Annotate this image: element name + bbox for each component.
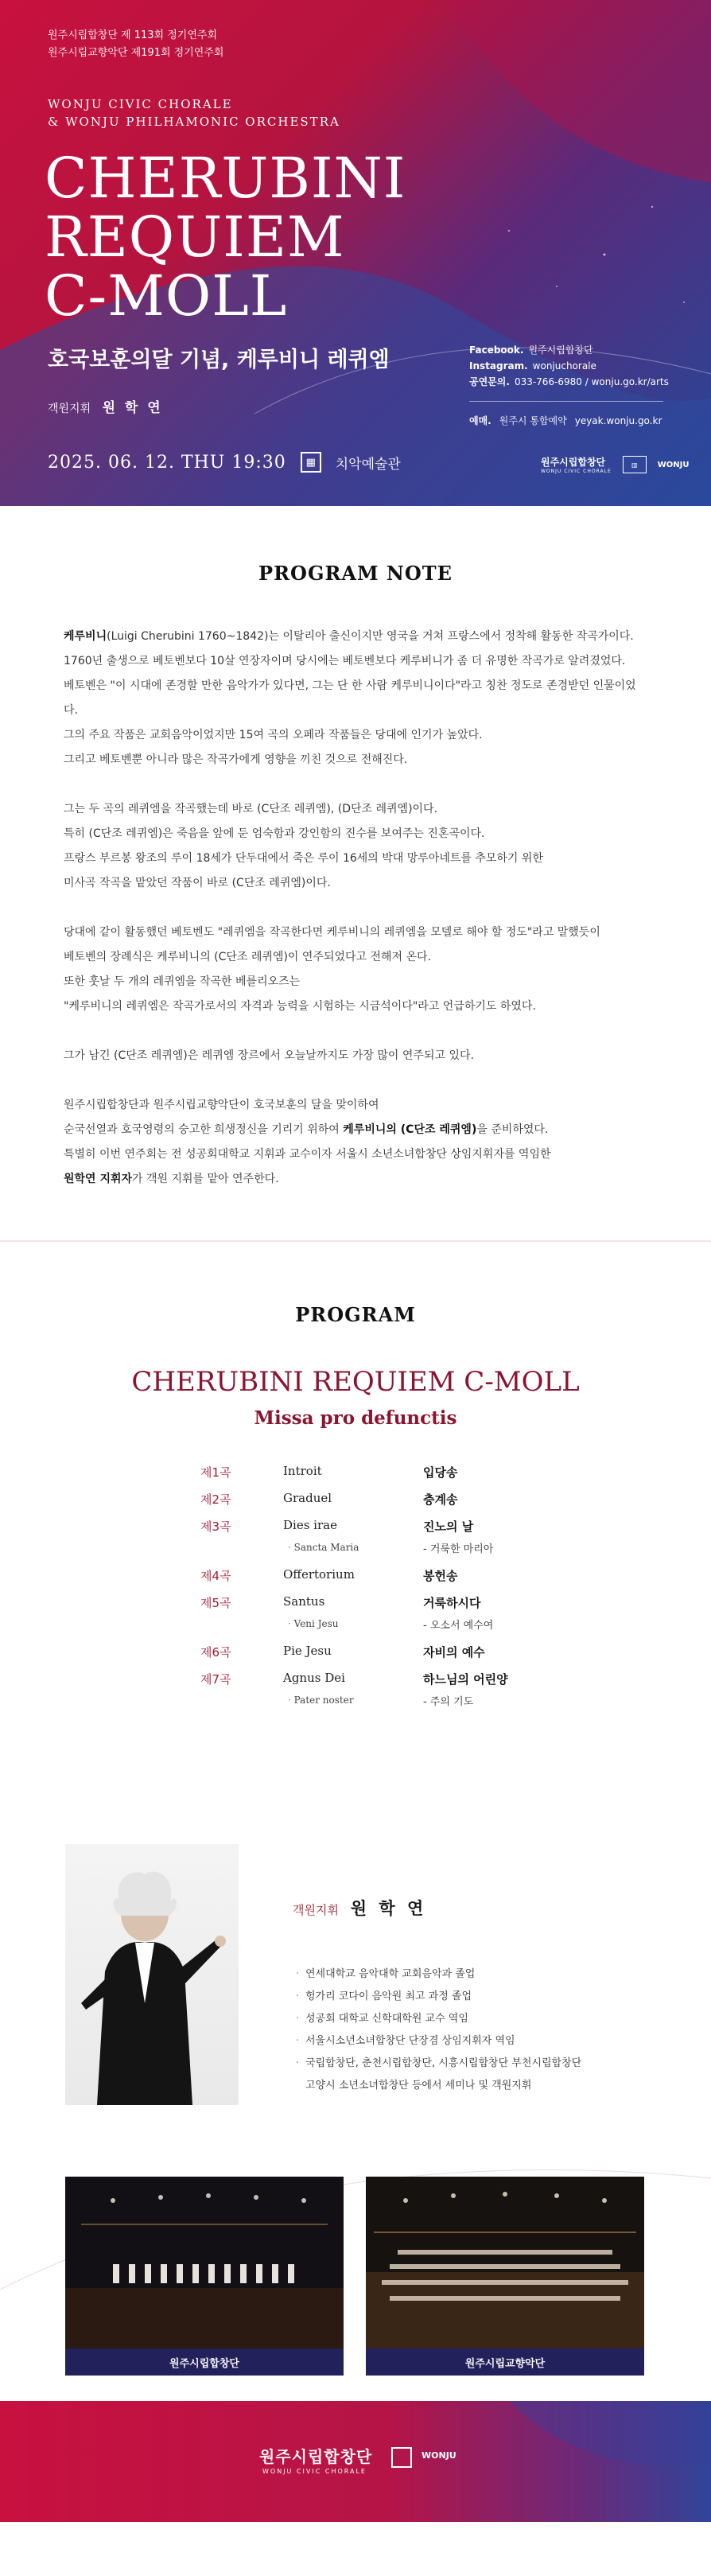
note-line: 베토벤은 "이 시대에 존경할 만한 음악가가 있다면, 그는 단 한 사람 케루비니이다"라고 칭찬 정도로 존경받던 인물이었다. bbox=[64, 679, 636, 717]
program-top-curve bbox=[0, 1239, 711, 1287]
work-subtitle: Missa pro defunctis bbox=[254, 1407, 457, 1429]
contact-text: 033-766-6980 / wonju.go.kr/arts bbox=[514, 376, 669, 387]
note-line: 1760년 출생으로 베토벤보다 10살 연장자이며 당시에는 베토벤보다 케루비니가 좀 더 유명한 작곡가로 알려졌었다. bbox=[64, 655, 626, 667]
program-title: PROGRAM bbox=[295, 1303, 416, 1326]
conductor-heading bbox=[293, 1896, 426, 1920]
note-paragraph bbox=[64, 797, 647, 896]
movement-row bbox=[0, 1491, 711, 1518]
building-icon: ▦ bbox=[301, 452, 321, 473]
date-venue-row bbox=[48, 452, 401, 473]
hero-banner bbox=[0, 0, 711, 506]
concert-series-line: 원주시립합창단 제 113회 정기연주회 bbox=[48, 29, 218, 41]
program-note-section bbox=[0, 506, 711, 1239]
instagram-link[interactable]: wonjuchorale bbox=[532, 360, 596, 372]
movement-row bbox=[0, 1644, 711, 1671]
program-note-title: PROGRAM NOTE bbox=[258, 562, 453, 585]
note-line: 그가 남긴 (C단조 레퀴엠)은 레퀴엠 장르에서 오늘날까지도 가장 많이 연주되고 있다. bbox=[64, 1049, 474, 1062]
chorale-photo bbox=[65, 2177, 344, 2376]
conductor-bio-list bbox=[296, 1963, 581, 2097]
movement-list bbox=[0, 1464, 711, 1720]
movement-latin-sub: · Pater noster bbox=[288, 1695, 354, 1706]
note-highlight: 케루비니의 (C단조 레퀴엠) bbox=[343, 1123, 477, 1136]
bio-item bbox=[296, 1986, 581, 2008]
movement-latin: Introit bbox=[283, 1464, 322, 1478]
instagram-label: Instagram. bbox=[469, 360, 528, 372]
concert-venue: 치악예술관 bbox=[335, 456, 401, 473]
info-divider bbox=[469, 401, 663, 402]
conductor-label: 객원지휘 bbox=[48, 403, 91, 415]
movement-latin: Agnus Dei bbox=[283, 1671, 345, 1685]
movement-row bbox=[0, 1567, 711, 1594]
movement-number: 제5곡 bbox=[200, 1596, 231, 1610]
movement-row bbox=[0, 1464, 711, 1491]
bio-item bbox=[296, 2030, 581, 2053]
note-highlight: 원학연 지휘자 bbox=[64, 1173, 133, 1185]
chorale-logo-text: 원주시립합창단 bbox=[541, 457, 606, 468]
choir-stage-icon bbox=[65, 2177, 344, 2348]
footer-chorale-logo: 원주시립합창단 bbox=[259, 2447, 373, 2466]
movement-korean: 자비의 예수 bbox=[423, 1645, 485, 1660]
bio-line: · 국립합창단, 춘천시립합창단, 시흥시립합창단 부천시립합창단 bbox=[305, 2057, 582, 2069]
chorale-logo bbox=[541, 455, 612, 474]
booking-label: 예매. bbox=[469, 415, 491, 426]
movement-korean: 하느님의 어린양 bbox=[423, 1672, 508, 1687]
booking-brand: 원주시 통합예약 bbox=[499, 415, 567, 426]
note-line: 을 준비하였다. bbox=[476, 1123, 549, 1136]
note-line: 그리고 베토벤뿐 아니라 많은 작곡가에게 영향을 끼친 것으로 전해진다. bbox=[64, 753, 408, 766]
hero-title-line: C-MOLL bbox=[45, 263, 288, 329]
program-section bbox=[0, 1239, 711, 1844]
concert-series-line: 원주시립교향악단 제191회 정기연주회 bbox=[48, 47, 224, 59]
contact-label: 공연문의. bbox=[469, 376, 510, 387]
note-paragraph bbox=[64, 920, 647, 1019]
concert-series-lines bbox=[48, 27, 223, 62]
unesco-emblem-icon bbox=[391, 2447, 412, 2468]
movement-number: 제3곡 bbox=[200, 1520, 231, 1534]
bio-line: · 연세대학교 음악대학 교회음악과 졸업 bbox=[305, 1968, 476, 1980]
orchestra-photo bbox=[366, 2177, 644, 2376]
note-paragraph bbox=[64, 625, 647, 772]
note-line: (Luigi Cherubini 1760~1842)는 이탈리아 출신이지만 영국을 거쳐 프랑스에서 정착해 활동한 작곡가이다. bbox=[107, 630, 634, 643]
booking-url[interactable]: yeyak.wonju.go.kr bbox=[574, 414, 662, 426]
note-line: 또한 훗날 두 개의 레퀴엠을 작곡한 베를리오즈는 bbox=[64, 975, 301, 988]
note-line: 그의 주요 작품은 교회음악이었지만 15여 곡의 오페라 작품들은 당대에 인기가 높았다. bbox=[64, 729, 483, 741]
movement-row bbox=[0, 1518, 711, 1567]
note-line: 당대에 같이 활동했던 베토벤도 "레퀴엠을 작곡한다면 케루비니의 레퀴엠을 모델로 해야 할 정도"라고 말했듯이 bbox=[64, 926, 600, 939]
movement-number: 제1곡 bbox=[200, 1465, 231, 1480]
movement-korean: 거룩하시다 bbox=[423, 1596, 481, 1610]
movement-korean-sub: - 거룩한 마리아 bbox=[423, 1543, 494, 1555]
note-paragraph bbox=[64, 1044, 647, 1068]
movement-latin-sub: · Sancta Maria bbox=[288, 1542, 359, 1553]
english-org-name bbox=[48, 95, 340, 130]
movement-row bbox=[0, 1671, 711, 1720]
movement-latin: Offertorium bbox=[283, 1567, 355, 1582]
movement-korean: 진노의 날 bbox=[423, 1520, 474, 1534]
conductor-photo bbox=[65, 1844, 239, 2105]
movement-latin: Santus bbox=[283, 1594, 325, 1609]
unesco-emblem-icon: ▥ bbox=[623, 456, 647, 473]
bio-line: · 성공회 대학교 신학대학원 교수 역임 bbox=[305, 2013, 468, 2025]
bio-item bbox=[296, 2053, 581, 2097]
hero-title-line: REQUIEM bbox=[45, 204, 345, 270]
movement-number: 제7곡 bbox=[200, 1672, 231, 1687]
conductor-heading-label: 객원지휘 bbox=[293, 1903, 339, 1917]
footer-chorale-logo-sub: WONJU CIVIC CHORALE bbox=[262, 2468, 367, 2475]
unesco-logo-text: WONJU bbox=[657, 460, 690, 469]
ensemble-caption: 원주시립합창단 bbox=[65, 2348, 344, 2376]
movement-number: 제4곡 bbox=[200, 1569, 231, 1583]
movement-korean: 봉헌송 bbox=[423, 1569, 458, 1583]
conductor-name: 원 학 연 bbox=[102, 400, 163, 416]
english-org-line: & WONJU PHILHAMONIC ORCHESTRA bbox=[48, 115, 340, 129]
movement-korean-sub: - 오소서 예수여 bbox=[423, 1620, 494, 1632]
hero-logos bbox=[541, 455, 689, 474]
bio-line: 고양시 소년소녀합창단 등에서 세미나 및 객원지휘 bbox=[305, 2080, 532, 2092]
movement-korean: 입당송 bbox=[423, 1465, 458, 1480]
movement-korean: 층계송 bbox=[423, 1492, 458, 1507]
note-line: 원주시립합창단과 원주시립교향악단이 호국보훈의 달을 맞이하여 bbox=[64, 1099, 379, 1111]
note-line: 가 객원 지휘를 맡아 연주한다. bbox=[132, 1173, 279, 1185]
note-line: 특히 (C단조 레퀴엠)은 죽음을 앞에 둔 엄숙함과 강인함의 진수를 보여주는 진혼곡이다. bbox=[64, 827, 485, 840]
orchestra-stage-icon bbox=[366, 2177, 644, 2348]
movement-korean-sub: - 주의 기도 bbox=[423, 1696, 474, 1708]
section-divider bbox=[0, 506, 711, 522]
booking-row bbox=[469, 414, 662, 427]
movement-latin: Pie Jesu bbox=[283, 1644, 332, 1658]
note-line: "케루비니의 레퀴엠은 작곡가로서의 자격과 능력을 시험하는 시금석이다"라고 언급하기도 하였다. bbox=[64, 1000, 536, 1013]
movement-number: 제6곡 bbox=[200, 1645, 231, 1660]
facebook-label: Facebook. bbox=[469, 344, 524, 356]
footer-banner bbox=[0, 2401, 711, 2522]
facebook-link[interactable]: 원주시립합창단 bbox=[528, 344, 593, 356]
note-line: 특별히 이번 연주회는 전 성공회대학교 지휘과 교수이자 서울시 소년소녀합창단 상임지휘자를 역임한 bbox=[64, 1148, 551, 1161]
bio-line: · 헝가리 코다이 음악원 최고 과정 졸업 bbox=[305, 1990, 472, 2002]
movement-number: 제2곡 bbox=[200, 1492, 231, 1507]
movement-latin: Graduel bbox=[283, 1491, 332, 1505]
movement-latin: Dies irae bbox=[283, 1518, 337, 1532]
movement-row bbox=[0, 1594, 711, 1644]
movement-latin-sub: · Veni Jesu bbox=[288, 1618, 339, 1629]
conductor-section bbox=[0, 1844, 711, 2401]
conductor-heading-name: 원 학 연 bbox=[350, 1899, 427, 1918]
note-line: 프랑스 부르봉 왕조의 루이 18세가 단두대에서 죽은 루이 16세의 박대 망루아네트를 추모하기 위한 bbox=[64, 852, 543, 865]
note-lead: 케루비니 bbox=[64, 630, 107, 643]
hero-conductor bbox=[48, 396, 163, 416]
contact-info bbox=[469, 342, 669, 390]
concert-date: 2025. 06. 12. THU 19:30 bbox=[48, 452, 286, 473]
ensemble-caption: 원주시립교향악단 bbox=[366, 2348, 644, 2376]
footer-unesco-text: WONJU bbox=[422, 2450, 457, 2461]
hero-title-line: CHERUBINI bbox=[45, 146, 406, 211]
note-line: 베토벤의 장례식은 케루비니의 (C단조 레퀴엠)이 연주되었다고 전해져 온다. bbox=[64, 951, 432, 963]
note-line: 그는 두 곡의 레퀴엠을 작곡했는데 바로 (C단조 레퀴엠), (D단조 레퀴엠)이다. bbox=[64, 803, 438, 815]
korean-title: 호국보훈의달 기념, 케루비니 레퀴엠 bbox=[48, 348, 390, 372]
conductor-figure-icon bbox=[65, 1844, 239, 2105]
note-paragraph-final bbox=[64, 1093, 647, 1192]
chorale-logo-sub: WONJU CIVIC CHORALE bbox=[541, 469, 612, 474]
english-org-line: WONJU CIVIC CHORALE bbox=[48, 97, 233, 111]
note-line: 순국선열과 호국영령의 숭고한 희생정신을 기리기 위하여 bbox=[64, 1123, 344, 1136]
work-title: CHERUBINI REQUIEM C-MOLL bbox=[131, 1366, 580, 1398]
bio-item bbox=[296, 1963, 581, 1986]
bio-line: · 서울시소년소녀합창단 단장겸 상임지휘자 역임 bbox=[305, 2035, 515, 2047]
note-line: 미사곡 작곡을 맡았던 작품이 바로 (C단조 레퀴엠)이다. bbox=[64, 877, 331, 889]
bio-item bbox=[296, 2008, 581, 2030]
